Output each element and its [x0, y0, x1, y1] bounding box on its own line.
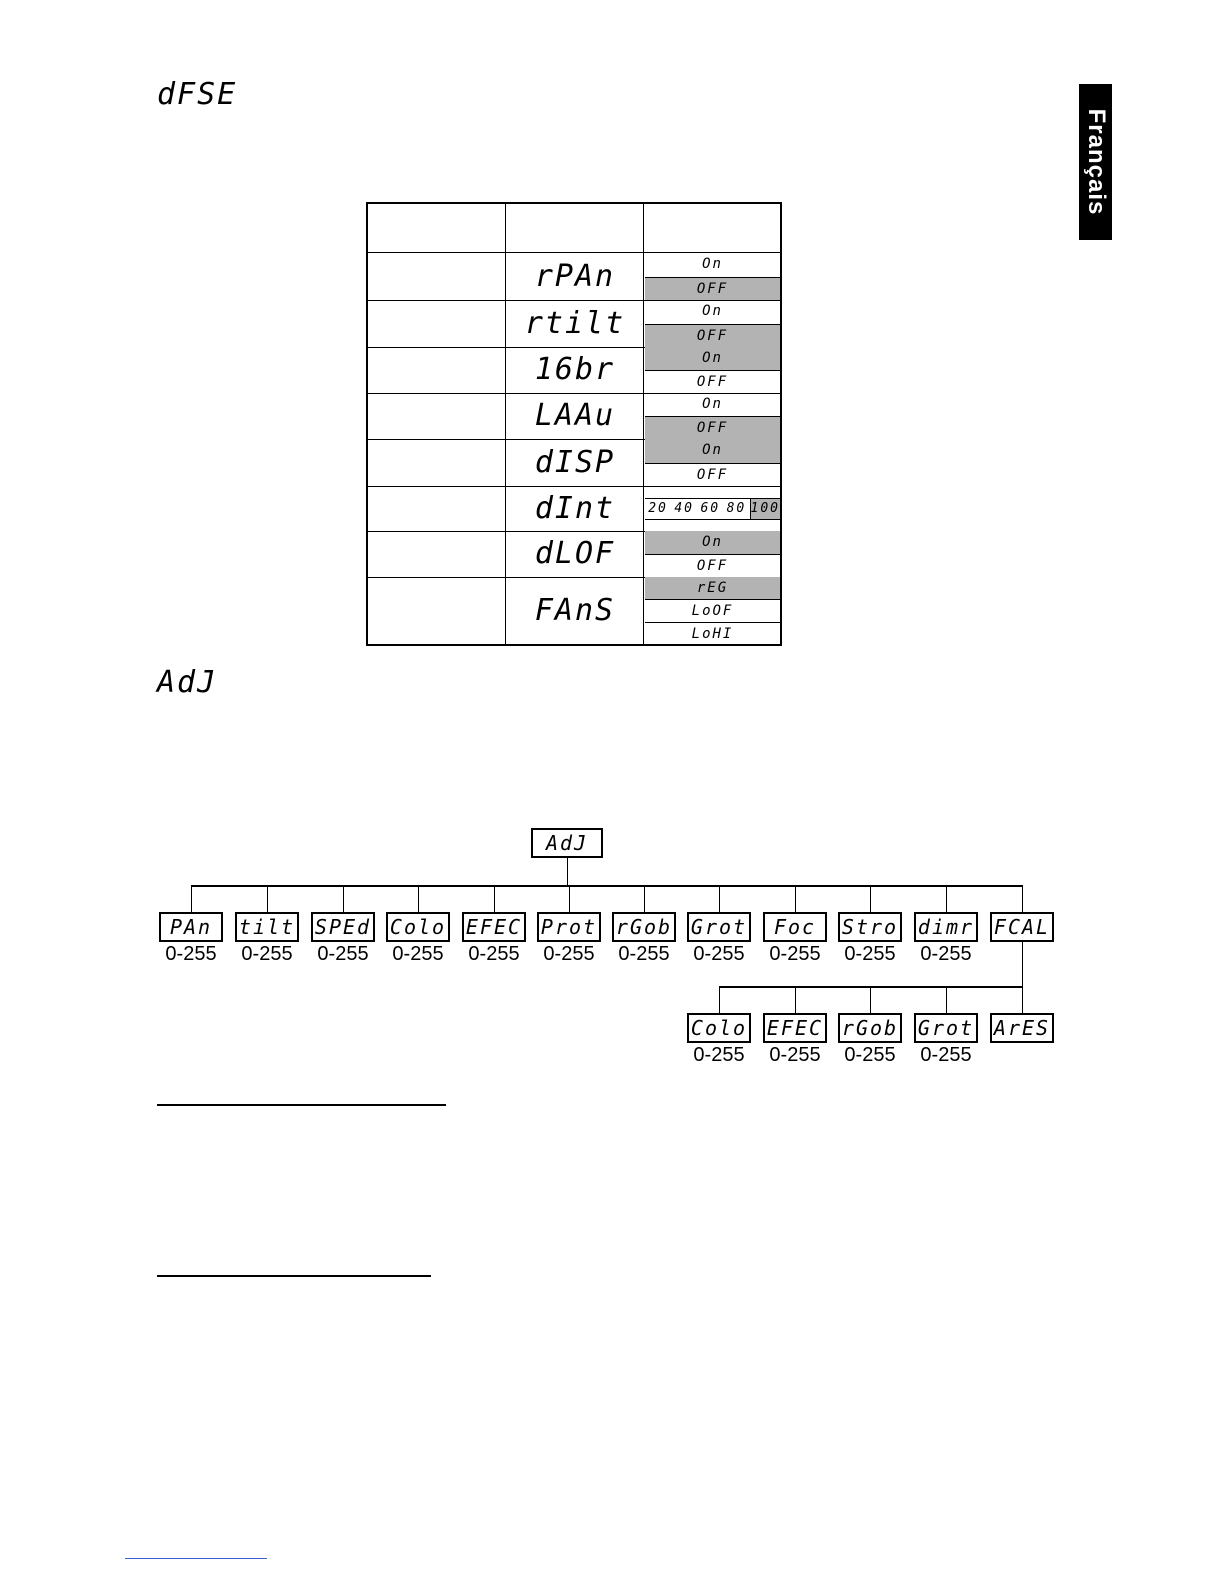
tree-node-box: FCAL — [990, 912, 1054, 942]
tree-node-box: Foc — [763, 912, 827, 942]
value-range: 0-255 — [618, 943, 670, 965]
connector-line — [343, 886, 344, 913]
connector-line — [719, 986, 1023, 988]
connector-line — [494, 886, 495, 913]
value-range: 0-255 — [317, 943, 369, 965]
setting-option: OFF — [645, 324, 780, 348]
setting-code: rPAn — [534, 259, 616, 294]
setting-code: dInt — [534, 491, 616, 526]
setting-code: rtilt — [524, 306, 626, 341]
intensity-levels — [645, 498, 780, 520]
intensity-level: 60 — [700, 501, 721, 516]
tree-node-box: EFEC — [462, 912, 526, 942]
connector-line — [795, 886, 796, 913]
value-range: 0-255 — [693, 1044, 745, 1066]
connector-line — [946, 987, 947, 1014]
setting-option: OFF — [645, 416, 780, 439]
setting-option: OFF — [645, 370, 780, 393]
tree-node-box: tilt — [235, 912, 299, 942]
connector-line — [418, 886, 419, 913]
underline-rule — [157, 1104, 446, 1106]
connector-line — [267, 886, 268, 913]
tree-node-box: Stro — [838, 912, 902, 942]
connector-line — [191, 886, 192, 913]
settings-table — [366, 202, 782, 646]
setting-option: LoHI — [645, 622, 780, 644]
tree-node-box: rGob — [838, 1013, 902, 1043]
connector-line — [567, 858, 568, 886]
setting-option: OFF — [645, 277, 780, 301]
tree-node-box: Prot — [537, 912, 601, 942]
connector-line — [870, 886, 871, 913]
connector-line — [644, 886, 645, 913]
setting-option: On — [702, 303, 723, 319]
tree-node-box: dimr — [914, 912, 978, 942]
tree-node-box: Grot — [687, 912, 751, 942]
setting-code: LAAu — [534, 398, 616, 433]
underline-rule — [157, 1275, 431, 1277]
language-tab-label: Français — [1082, 108, 1110, 216]
intensity-level: 20 — [648, 501, 668, 516]
value-range: 0-255 — [920, 943, 972, 965]
footer-rule — [125, 1558, 267, 1559]
tree-root-box: AdJ — [531, 828, 603, 858]
setting-option: rEG — [645, 577, 780, 599]
connector-line — [719, 886, 720, 913]
value-range: 0-255 — [392, 943, 444, 965]
connector-line — [191, 885, 1023, 887]
tree-node-box: EFEC — [763, 1013, 827, 1043]
setting-option: On — [702, 256, 723, 272]
intensity-level: 40 — [674, 501, 695, 516]
setting-code: dLOF — [534, 536, 616, 571]
connector-line — [1022, 886, 1023, 913]
setting-option: On — [645, 439, 780, 463]
setting-option: OFF — [645, 554, 780, 577]
connector-line — [870, 987, 871, 1014]
value-range: 0-255 — [693, 943, 745, 965]
tree-node-box: rGob — [612, 912, 676, 942]
tree-node-box: Colo — [687, 1013, 751, 1043]
tree-node-box: Grot — [914, 1013, 978, 1043]
connector-line — [569, 886, 570, 913]
setting-option: LoOF — [645, 599, 780, 621]
tree-node-box: ArES — [990, 1013, 1054, 1043]
value-range: 0-255 — [769, 943, 821, 965]
connector-line — [946, 886, 947, 913]
section-heading-dfse: dFSE — [157, 77, 238, 112]
setting-code: FAnS — [534, 593, 616, 628]
value-range: 0-255 — [844, 1044, 896, 1066]
tree-node-box: SPEd — [311, 912, 375, 942]
setting-option: On — [702, 396, 723, 412]
connector-line — [1022, 987, 1023, 1014]
value-range: 0-255 — [920, 1044, 972, 1066]
tree-node-box: Colo — [386, 912, 450, 942]
setting-option: OFF — [645, 463, 780, 487]
intensity-level: 100 — [750, 499, 780, 519]
value-range: 0-255 — [543, 943, 595, 965]
setting-code: dISP — [534, 445, 616, 480]
setting-option: On — [645, 347, 780, 370]
section-heading-adj: AdJ — [157, 665, 218, 700]
connector-line — [795, 987, 796, 1014]
setting-code: 16br — [534, 352, 616, 387]
language-tab — [1079, 84, 1112, 240]
value-range: 0-255 — [769, 1044, 821, 1066]
value-range: 0-255 — [165, 943, 217, 965]
connector-line — [719, 987, 720, 1014]
value-range: 0-255 — [844, 943, 896, 965]
connector-line — [1022, 942, 1023, 988]
setting-option: On — [645, 531, 780, 554]
tree-node-box: PAn — [159, 912, 223, 942]
value-range: 0-255 — [468, 943, 520, 965]
intensity-level: 80 — [726, 501, 747, 516]
value-range: 0-255 — [241, 943, 293, 965]
